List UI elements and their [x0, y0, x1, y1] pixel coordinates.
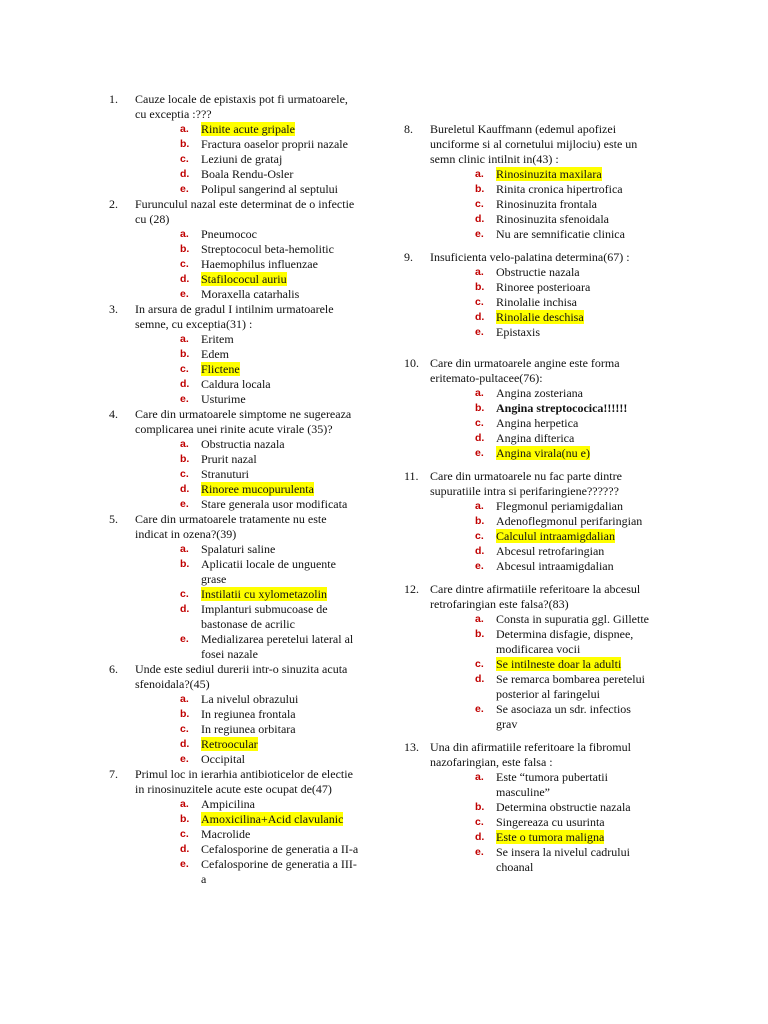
option-letter: c. — [475, 658, 484, 670]
option-list — [404, 167, 654, 242]
option — [404, 612, 654, 627]
question-stem — [109, 302, 359, 332]
option-text: Rinita cronica hipertrofica — [496, 182, 623, 196]
option-list — [404, 386, 654, 461]
option — [109, 497, 359, 512]
option — [109, 842, 359, 857]
question-text: Furunculul nazal este determinat de o infectie cu (28) — [135, 197, 355, 226]
question-text: Care dintre afirmatiile referitoare la abcesul retrofaringian este falsa?(83) — [430, 582, 641, 611]
option-text: Aplicatii locale de unguente grase — [201, 557, 336, 586]
option-text: Macrolide — [201, 827, 251, 841]
option-text-highlighted: Este o tumora maligna — [496, 830, 605, 844]
option-text: Eritem — [201, 332, 234, 346]
option-letter: e. — [475, 447, 484, 459]
option-text: Fractura oaselor proprii nazale — [201, 137, 348, 151]
option-text: Haemophilus influenzae — [201, 257, 318, 271]
option-text: Se asociaza un sdr. infectios grav — [496, 702, 631, 731]
question-stem — [109, 197, 359, 227]
option-list — [404, 265, 654, 340]
option-letter: b. — [180, 813, 190, 825]
option — [109, 347, 359, 362]
option-list — [404, 612, 654, 732]
option-letter: a. — [180, 543, 189, 555]
option — [109, 692, 359, 707]
option-text: Medializarea peretelui lateral al fosei nazale — [201, 632, 354, 661]
option-text-highlighted: Se intilneste doar la adulti — [496, 657, 622, 671]
option-letter: a. — [475, 500, 484, 512]
option-letter: c. — [180, 153, 189, 165]
option — [404, 265, 654, 280]
question-stem — [404, 582, 654, 612]
option-letter: c. — [180, 828, 189, 840]
question-number: 8. — [404, 122, 413, 136]
option — [404, 672, 654, 702]
option — [109, 392, 359, 407]
option-text: Angina streptococica!!!!!! — [496, 401, 628, 415]
option-text: Flegmonul periamigdalian — [496, 499, 623, 513]
option — [404, 770, 654, 800]
option — [109, 587, 359, 602]
option — [109, 242, 359, 257]
option-text: Cefalosporine de generatia a III-a — [201, 857, 357, 886]
option-letter: d. — [180, 168, 190, 180]
option-list — [109, 542, 359, 662]
question-number: 10. — [404, 356, 419, 370]
option-text: Epistaxis — [496, 325, 540, 339]
option-text-highlighted: Instilatii cu xylometazolin — [201, 587, 327, 601]
option-list — [109, 332, 359, 407]
option-text: Se insera la nivelul cadrului choanal — [496, 845, 630, 874]
option-text: Angina difterica — [496, 431, 575, 445]
option-text-highlighted: Calculul intraamigdalian — [496, 529, 615, 543]
option-letter: b. — [475, 515, 485, 527]
question-number: 5. — [109, 512, 118, 526]
option-letter: d. — [180, 483, 190, 495]
option-letter: e. — [475, 228, 484, 240]
option — [404, 499, 654, 514]
option-text: Occipital — [201, 752, 245, 766]
option-letter: a. — [475, 613, 484, 625]
option-letter: d. — [475, 432, 485, 444]
option — [109, 707, 359, 722]
option-letter: a. — [180, 123, 189, 135]
option-letter: d. — [475, 545, 485, 557]
question-stem — [109, 767, 359, 797]
option — [109, 152, 359, 167]
option-letter: e. — [180, 183, 189, 195]
option-text-highlighted: Flictene — [201, 362, 240, 376]
option — [109, 287, 359, 302]
option — [404, 830, 654, 845]
option — [404, 800, 654, 815]
question — [404, 582, 654, 732]
question-number: 11. — [404, 469, 419, 483]
option — [404, 431, 654, 446]
option-letter: c. — [180, 723, 189, 735]
option — [404, 702, 654, 732]
option-letter: a. — [475, 771, 484, 783]
question-text: Bureletul Kauffmann (edemul apofizei unciforme si al cornetului mijlociu) este un semn clinic intilnit in(43) : — [430, 122, 638, 166]
option-text-highlighted: Rinoree mucopurulenta — [201, 482, 314, 496]
option-text-highlighted: Stafilococul auriu — [201, 272, 287, 286]
option — [404, 325, 654, 340]
option-letter: c. — [180, 258, 189, 270]
option — [404, 197, 654, 212]
question-stem — [404, 740, 654, 770]
question-text: Care din urmatoarele nu fac parte dintre supuratiile intra si perifaringiene?????? — [430, 469, 622, 498]
option-letter: d. — [180, 378, 190, 390]
option-text: Angina herpetica — [496, 416, 579, 430]
question-number: 12. — [404, 582, 419, 596]
option — [404, 845, 654, 875]
option — [404, 514, 654, 529]
option-text: Nu are semnificatie clinica — [496, 227, 625, 241]
question-number: 4. — [109, 407, 118, 421]
option-letter: b. — [180, 348, 190, 360]
option — [404, 401, 654, 416]
option — [404, 167, 654, 182]
option-text: Boala Rendu-Osler — [201, 167, 294, 181]
right-column — [404, 92, 654, 875]
option-letter: c. — [180, 363, 189, 375]
option-letter: d. — [475, 831, 485, 843]
question-number: 7. — [109, 767, 118, 781]
option — [109, 122, 359, 137]
question-number: 3. — [109, 302, 118, 316]
option — [404, 295, 654, 310]
question — [404, 122, 654, 242]
option-text: Rinosinuzita frontala — [496, 197, 597, 211]
option-letter: d. — [180, 603, 190, 615]
question-text: In arsura de gradul I intilnim urmatoarele semne, cu exceptia(31) : — [135, 302, 334, 331]
question-text: Cauze locale de epistaxis pot fi urmatoarele, cu exceptia :??? — [135, 92, 348, 121]
option — [404, 416, 654, 431]
option-letter: e. — [180, 633, 189, 645]
option-letter: a. — [180, 333, 189, 345]
question-stem — [404, 469, 654, 499]
option-letter: e. — [475, 703, 484, 715]
option — [109, 467, 359, 482]
option-list — [109, 692, 359, 767]
option-list — [109, 797, 359, 887]
question-text: Care din urmatoarele angine este forma eritemato-pultacee(76): — [430, 356, 620, 385]
option — [109, 452, 359, 467]
question-stem — [109, 92, 359, 122]
question — [109, 92, 359, 197]
option-letter: b. — [475, 183, 485, 195]
option-letter: e. — [475, 846, 484, 858]
question — [109, 407, 359, 512]
option — [109, 482, 359, 497]
option-letter: b. — [180, 558, 190, 570]
option-letter: e. — [180, 858, 189, 870]
question-text: Unde este sediul durerii intr-o sinuzita acuta sfenoidala?(45) — [135, 662, 348, 691]
option-text: Streptococul beta-hemolitic — [201, 242, 334, 256]
option — [404, 559, 654, 574]
option-text: In regiunea orbitara — [201, 722, 296, 736]
option-letter: b. — [475, 281, 485, 293]
option-text: In regiunea frontala — [201, 707, 296, 721]
option-text: Obstructie nazala — [496, 265, 580, 279]
option-text: Adenoflegmonul perifaringian — [496, 514, 643, 528]
option — [404, 386, 654, 401]
option-list — [109, 437, 359, 512]
option-text-highlighted: Rinite acute gripale — [201, 122, 295, 136]
option-text: Este “tumora pubertatii masculine” — [496, 770, 608, 799]
option — [109, 752, 359, 767]
question — [109, 662, 359, 767]
option-letter: d. — [180, 273, 190, 285]
option-text: Polipul sangerind al septului — [201, 182, 338, 196]
question-number: 2. — [109, 197, 118, 211]
option-text: Spalaturi saline — [201, 542, 276, 556]
option-text: Usturime — [201, 392, 246, 406]
option-letter: c. — [475, 296, 484, 308]
option-text: Consta in supuratia ggl. Gillette — [496, 612, 649, 626]
option — [404, 212, 654, 227]
question — [404, 356, 654, 461]
option — [109, 737, 359, 752]
option-list — [404, 770, 654, 875]
option-letter: a. — [475, 266, 484, 278]
option-letter: e. — [180, 288, 189, 300]
option-letter: a. — [180, 693, 189, 705]
question-text: Primul loc in ierarhia antibioticelor de electie in rinosinuzitele acute este ocupat de(47) — [135, 767, 353, 796]
option-letter: d. — [180, 738, 190, 750]
option — [109, 542, 359, 557]
option-letter: a. — [180, 438, 189, 450]
option-text: Rinoree posterioara — [496, 280, 591, 294]
question — [109, 197, 359, 302]
option-text: La nivelul obrazului — [201, 692, 299, 706]
option-letter: d. — [475, 673, 485, 685]
option-text-highlighted: Rinosinuzita maxilara — [496, 167, 602, 181]
option — [109, 332, 359, 347]
option — [404, 446, 654, 461]
option — [109, 827, 359, 842]
option-text: Ampicilina — [201, 797, 255, 811]
option — [109, 137, 359, 152]
question-text: Una din afirmatiile referitoare la fibromul nazofaringian, este falsa : — [430, 740, 631, 769]
option-text-highlighted: Amoxicilina+Acid clavulanic — [201, 812, 344, 826]
question-number: 13. — [404, 740, 419, 754]
question — [404, 469, 654, 574]
option-letter: c. — [475, 198, 484, 210]
question-number: 1. — [109, 92, 118, 106]
option-text: Rinosinuzita sfenoidala — [496, 212, 609, 226]
question — [109, 512, 359, 662]
option — [109, 812, 359, 827]
option-letter: c. — [475, 816, 484, 828]
question-number: 6. — [109, 662, 118, 676]
question-stem — [404, 356, 654, 386]
option — [109, 557, 359, 587]
question-text: Care din urmatoarele tratamente nu este indicat in ozena?(39) — [135, 512, 327, 541]
option-letter: e. — [180, 753, 189, 765]
option — [109, 257, 359, 272]
option-text: Determina disfagie, dispnee, modificarea vocii — [496, 627, 634, 656]
option-text: Abcesul retrofaringian — [496, 544, 605, 558]
option — [404, 627, 654, 657]
option-list — [404, 499, 654, 574]
option — [404, 227, 654, 242]
option-text: Stare generala usor modificata — [201, 497, 348, 511]
option-letter: c. — [180, 588, 189, 600]
option-letter: e. — [475, 560, 484, 572]
question-stem — [109, 512, 359, 542]
question-text: Care din urmatoarele simptome ne sugereaza complicarea unei rinite acute virale (35)? — [135, 407, 352, 436]
option-letter: b. — [475, 402, 485, 414]
option — [109, 857, 359, 887]
option — [404, 815, 654, 830]
option — [109, 182, 359, 197]
option-letter: d. — [180, 843, 190, 855]
option — [404, 544, 654, 559]
option-letter: b. — [180, 243, 190, 255]
option-letter: a. — [180, 228, 189, 240]
option-text-highlighted: Angina virala(nu e) — [496, 446, 590, 460]
question-stem — [109, 662, 359, 692]
option — [109, 722, 359, 737]
option — [109, 632, 359, 662]
question-stem — [109, 407, 359, 437]
option-letter: a. — [180, 798, 189, 810]
option-text: Angina zosteriana — [496, 386, 583, 400]
option — [109, 227, 359, 242]
option-letter: d. — [475, 311, 485, 323]
option-letter: b. — [180, 708, 190, 720]
option-list — [109, 122, 359, 197]
option-list — [109, 227, 359, 302]
option-text: Stranuturi — [201, 467, 249, 481]
question — [404, 250, 654, 340]
option-text: Obstructia nazala — [201, 437, 285, 451]
option-text: Singereaza cu usurinta — [496, 815, 605, 829]
option-letter: a. — [475, 387, 484, 399]
question — [109, 302, 359, 407]
option — [404, 310, 654, 325]
option-text-highlighted: Retroocular — [201, 737, 258, 751]
option-text: Pneumococ — [201, 227, 257, 241]
option-text: Caldura locala — [201, 377, 271, 391]
option — [109, 437, 359, 452]
option-text: Rinolalie inchisa — [496, 295, 577, 309]
left-column — [109, 92, 359, 887]
option-letter: c. — [475, 417, 484, 429]
option-letter: b. — [180, 138, 190, 150]
question-stem — [404, 122, 654, 167]
option-letter: e. — [475, 326, 484, 338]
option-text: Abcesul intraamigdalian — [496, 559, 614, 573]
option-text: Se remarca bombarea peretelui posterior al faringelui — [496, 672, 645, 701]
question — [109, 767, 359, 887]
option-letter: d. — [475, 213, 485, 225]
question-text: Insuficienta velo-palatina determina(67) : — [430, 250, 630, 264]
option — [109, 797, 359, 812]
option-letter: e. — [180, 498, 189, 510]
option — [109, 272, 359, 287]
option-letter: b. — [475, 801, 485, 813]
option-text: Cefalosporine de generatia a II-a — [201, 842, 359, 856]
option-text: Moraxella catarhalis — [201, 287, 300, 301]
option-letter: c. — [475, 530, 484, 542]
option — [404, 657, 654, 672]
question — [404, 740, 654, 875]
option-text: Prurit nazal — [201, 452, 257, 466]
option — [109, 602, 359, 632]
option-text-highlighted: Rinolalie deschisa — [496, 310, 584, 324]
option-letter: e. — [180, 393, 189, 405]
option-text: Implanturi submucoase de bastonase de acrilic — [201, 602, 328, 631]
option-letter: b. — [180, 453, 190, 465]
question-stem — [404, 250, 654, 265]
option-letter: a. — [475, 168, 484, 180]
option — [404, 280, 654, 295]
question-number: 9. — [404, 250, 413, 264]
option-text: Edem — [201, 347, 229, 361]
option-letter: b. — [475, 628, 485, 640]
option-text: Determina obstructie nazala — [496, 800, 631, 814]
option — [404, 529, 654, 544]
option — [109, 362, 359, 377]
option — [404, 182, 654, 197]
option — [109, 377, 359, 392]
option-text: Leziuni de grataj — [201, 152, 283, 166]
option — [109, 167, 359, 182]
option-letter: c. — [180, 468, 189, 480]
